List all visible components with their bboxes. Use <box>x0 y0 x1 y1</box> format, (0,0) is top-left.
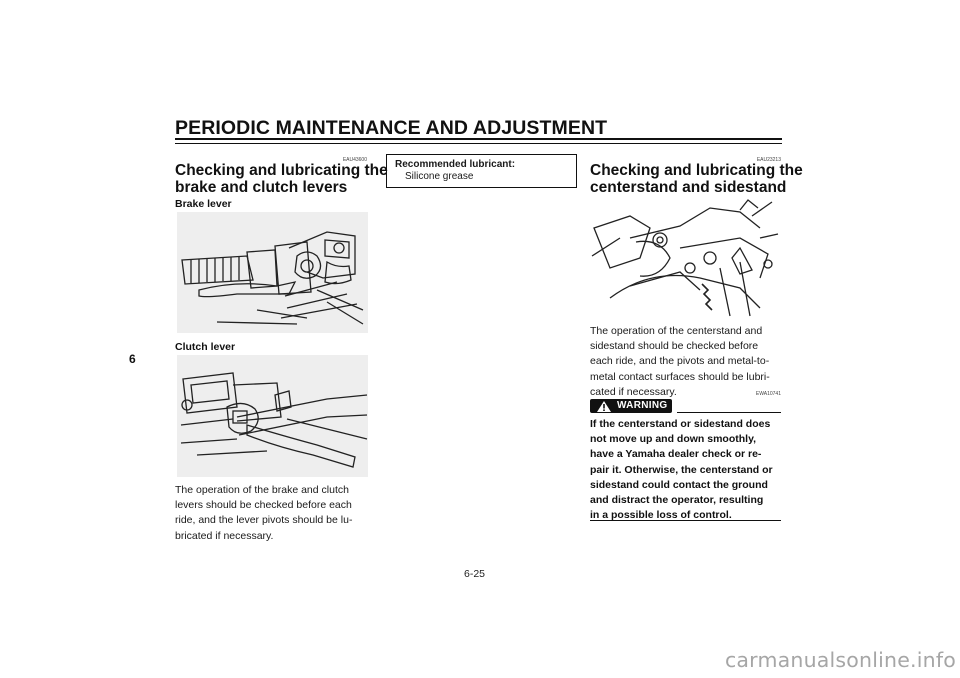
warning-line: and distract the operator, resulting <box>590 494 764 507</box>
section-title-line1: Checking and lubricating the <box>590 162 803 179</box>
para-line: cated if necessary. <box>590 385 677 398</box>
watermark-text: carmanualsonline.info <box>724 648 956 672</box>
recommended-lubricant-box <box>386 154 577 188</box>
para-line: metal contact surfaces should be lubri- <box>590 370 770 383</box>
section-code: EAU43600 <box>342 157 367 163</box>
section-code: EAU23213 <box>756 157 781 163</box>
para-line: The operation of the brake and clutch <box>175 484 349 496</box>
warning-code: EWA10741 <box>755 391 781 397</box>
section-title-line2: centerstand and sidestand <box>590 179 787 196</box>
right-paragraph <box>590 324 781 400</box>
lubricant-value: Silicone grease <box>405 171 474 182</box>
lubricant-label: Recommended lubricant: <box>395 159 516 170</box>
warning-line: not move up and down smoothly, <box>590 433 757 446</box>
para-line: sidestand should be checked before <box>590 340 759 353</box>
warning-bottom-rule <box>590 520 781 521</box>
clutch-lever-label: Clutch lever <box>175 341 236 353</box>
brake-lever-image <box>177 212 368 333</box>
warning-rule <box>677 412 781 413</box>
warning-line: in a possible loss of control. <box>590 509 732 522</box>
warning-badge <box>590 399 672 413</box>
warning-label: WARNING <box>617 400 668 411</box>
section-title-line2: brake and clutch levers <box>175 179 348 196</box>
centerstand-sidestand-image <box>590 198 780 318</box>
warning-body <box>590 417 781 523</box>
warning-line: have a Yamaha dealer check or re- <box>590 448 762 461</box>
page-header-title: PERIODIC MAINTENANCE AND ADJUSTMENT <box>175 117 608 139</box>
clutch-lever-image <box>177 355 368 477</box>
header-rule <box>175 138 782 140</box>
warning-line: sidestand could contact the ground <box>590 478 768 491</box>
warning-line: If the centerstand or sidestand does <box>590 418 771 430</box>
para-line: ride, and the lever pivots should be lu- <box>175 514 353 527</box>
page-number: 6-25 <box>464 568 486 580</box>
warning-line: pair it. Otherwise, the centerstand or <box>590 463 773 476</box>
chapter-tab: 6 <box>129 352 136 366</box>
left-paragraph <box>175 483 368 544</box>
para-line: The operation of the centerstand and <box>590 325 763 337</box>
para-line: bricated if necessary. <box>175 529 274 542</box>
header-rule-thin <box>175 143 782 144</box>
section-title-line1: Checking and lubricating the <box>175 162 388 179</box>
brake-lever-label: Brake lever <box>175 198 232 210</box>
para-line: levers should be checked before each <box>175 499 352 512</box>
para-line: each ride, and the pivots and metal-to- <box>590 355 770 368</box>
warning-triangle-icon <box>597 401 611 412</box>
